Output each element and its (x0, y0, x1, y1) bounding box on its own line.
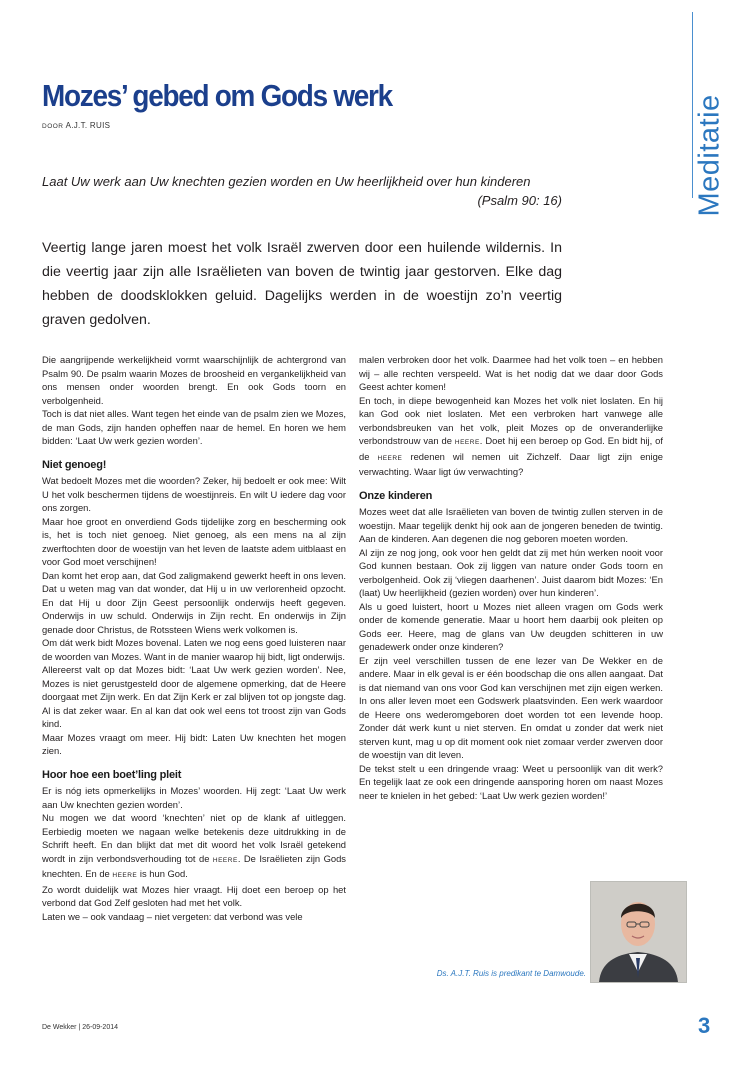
subheading-onze-kinderen: Onze kinderen (359, 489, 433, 502)
page-number: 3 (698, 1013, 711, 1038)
text-run: . De Israëlieten zijn Gods knechten. En de (42, 852, 346, 879)
author-portrait (590, 881, 687, 983)
paragraph: Toch is dat niet alles. Want tegen het einde van de psalm zien we Mozes, de man Gods, zijn handen opheffen naar de hemel. En horen we hem bidden: ‘Laat Uw werk gezien worden’. (42, 408, 346, 446)
heere-smallcaps: HEERE (112, 872, 138, 879)
text-run: Nu mogen we dat woord ‘knechten’ niet op de klank af uitleggen. Eerbiedig moeten we nagaan welke betekenis deze uitdrukking in de Schrift heeft. En dan blijkt dat met dit woord het volk Israël getekend wordt in zijn verbondsverhouding tot de (42, 812, 346, 864)
paragraph (359, 394, 663, 479)
article-title: Mozes’ gebed om Gods werk (42, 78, 392, 113)
quote-text: Laat Uw werk aan Uw knechten gezien worden en Uw heerlijkheid over hun kinderen (42, 174, 531, 189)
paragraph: De tekst stelt u een dringende vraag: Weet u persoonlijk van dit werk? En tegelijk laat ze ook een dringende aansporing horen om naast Mozes neer te knielen in het gebed: ‘Laat Uw werk gezien worden!’ (359, 762, 663, 801)
text-run: redenen wil nemen uit Zichzelf. Daar ligt zijn enige verwachting. Waar ligt úw verwachting? (359, 450, 664, 477)
text-run: . Doet hij een beroep op God. En bidt hij, of de (359, 435, 664, 462)
portrait-illustration (591, 882, 686, 982)
heere-smallcaps: HEERE (377, 454, 403, 462)
paragraph: Als u goed luistert, hoort u Mozes niet alleen vragen om Gods werk onder de komende generatie. Maar u hoort hem daarbij ook pleiten op Gods eer. Heere, mag de glans van Uw deugden schitteren in uw genadewerk onder onze kinderen? (359, 600, 663, 652)
paragraph: Al zijn ze nog jong, ook voor hen geldt dat zij met hún werken nooit voor God kunnen bestaan. Ook zij liggen van nature onder Gods toorn en verbolgenheid. Ook zij ‘vliegen daarhenen’. Juist daarom bidt Mozes: ‘En (laat) Uw heerlijkheid (gezien worden) over hun kinderen’. (359, 546, 663, 598)
heere-smallcaps: HEERE (454, 439, 480, 446)
paragraph: Zo wordt duidelijk wat Mozes hier vraagt. Hij doet een beroep op het verbond dat God Zelf gesloten had met het volk. (42, 883, 346, 908)
author-prefix: DOOR (42, 123, 64, 130)
author-name: A.J.T. RUIS (65, 121, 111, 130)
section-label: Meditatie (693, 94, 726, 217)
paragraph: Laten we – ook vandaag – niet vergeten: dat verbond was vele (42, 910, 303, 922)
column-right (359, 353, 663, 802)
text-run: En toch, in diepe bewogenheid kan Mozes het volk niet loslaten. En hij kan God ook niet loslaten. Met een verbroken hart vanwege alle verbondsbreuken van het volk, pleit Mozes op de onveranderlijke verbondstrouw van de (359, 394, 663, 446)
paragraph: Maar hoe groot en onverdiend Gods tijdelijke zorg en bescherming ook is, het is toch niet genoeg. Niet genoeg, als een mens na al zijn zwerftochten door de woestijn van het leven de laatste adem uitblaast en voor God moet verschijnen! (42, 515, 346, 567)
article-author (42, 121, 110, 130)
subheading-niet-genoeg: Niet genoeg! (42, 458, 107, 471)
quote-reference: (Psalm 90: 16) (477, 193, 562, 208)
paragraph: Er is nóg iets opmerkelijks in Mozes’ woorden. Hij zegt: ‘Laat Uw werk aan Uw knechten gezien worden’. (42, 785, 346, 810)
paragraph: Om dát werk bidt Mozes bovenal. Laten we nog eens goed luisteren naar de woorden van Mozes. Want in de manier waarop hij bidt, ligt onderwijs. (42, 637, 346, 662)
paragraph: Er zijn veel verschillen tussen de ene lezer van De Wekker en de andere. Maar in elk geval is er één boodschap die ons allen aangaat. Dat is dat niemand van ons voor God kan verschijnen met zijn eigen werken. In ons aller leven moet een Godswerk plaatsvinden. Een werk waardoor de Heere ons wederomgeboren doet worden tot een levende hoop. Zonder dát werk kunt u niet sterven. En omdat u zonder dat werk niet sterven kunt, mag u op dit moment ook niet zomaar verder zwerven door de woestijn van dit leven. (359, 654, 663, 760)
paragraph: Maar Mozes vraagt om meer. Hij bidt: Laten Uw knechten het mogen zien. (42, 731, 346, 756)
photo-caption: Ds. A.J.T. Ruis is predikant te Damwoude. (436, 969, 586, 978)
heere-smallcaps: HEERE (212, 856, 238, 864)
footer-publication: De Wekker | 26-09-2014 (42, 1024, 119, 1031)
intro-paragraph: Veertig lange jaren moest het volk Israël zwerven door een huilende wildernis. In die veertig jaar zijn alle Israëlieten van boven de twintig jaar gestorven. Elke dag hebben de doodsklokken geluid. Dagelijks werden in de woestijn zo’n veertig graven gedolven. (42, 240, 562, 328)
paragraph: Wat bedoelt Mozes met die woorden? Zeker, hij bedoelt er ook mee: Wilt U het volk beschermen tijdens de woestijnreis. En wilt U iedere dag voor ons zorgen. (42, 475, 346, 513)
bible-quote (42, 172, 562, 210)
column-left (42, 353, 346, 923)
subheading-boetling: Hoor hoe een boet’ling pleit (42, 768, 182, 781)
paragraph: Die aangrijpende werkelijkheid vormt waarschijnlijk de achtergrond van Psalm 90. De psalm waarin Mozes de broosheid en vergankelijkheid van ons mensen onder woorden brengt. En ook Gods toorn en verbolgenheid. (42, 354, 346, 406)
paragraph: Mozes weet dat alle Israëlieten van boven de twintig zullen sterven in de woestijn. Maar tegelijk denkt hij ook aan de jongeren beneden de twintig. Aan de kinderen. Aan degenen die nog geboren moeten worden. (359, 506, 663, 544)
text-run: is hun God. (139, 868, 188, 879)
paragraph: Dan komt het erop aan, dat God zaligmakend gewerkt heeft in ons leven. Dat u weten mag van dat wonder, dat Hij u in uw verlorenheid opzocht. En dat Hij u door Zijn Geest persoonlijk onderwijs heeft gegeven. Onderwijs in uw schuld. Onderwijs in Zijn recht. En onderwijs in Zijn genade door Christus, de Rotssteen Wiens werk volkomen is. (42, 569, 346, 635)
paragraph: Allereerst valt op dat Mozes bidt: ‘Laat Uw werk gezien worden’. Nee, Mozes is niet gerustgesteld door de algemene opmerking, dat de Heere doorgaat met Zijn werk. En dat Zijn Kerk er zal blijven tot op jongste dag. Al is dat zeker waar. En al kan dat ook wel eens tot troost zijn van Gods kind. (42, 664, 346, 729)
paragraph: malen verbroken door het volk. Daarmee had het volk toen – en hebben wij – alle rechten verspeeld. Wat is het nodig dat we daar door Gods Geest achter komen! (359, 354, 663, 392)
paragraph (42, 811, 346, 883)
